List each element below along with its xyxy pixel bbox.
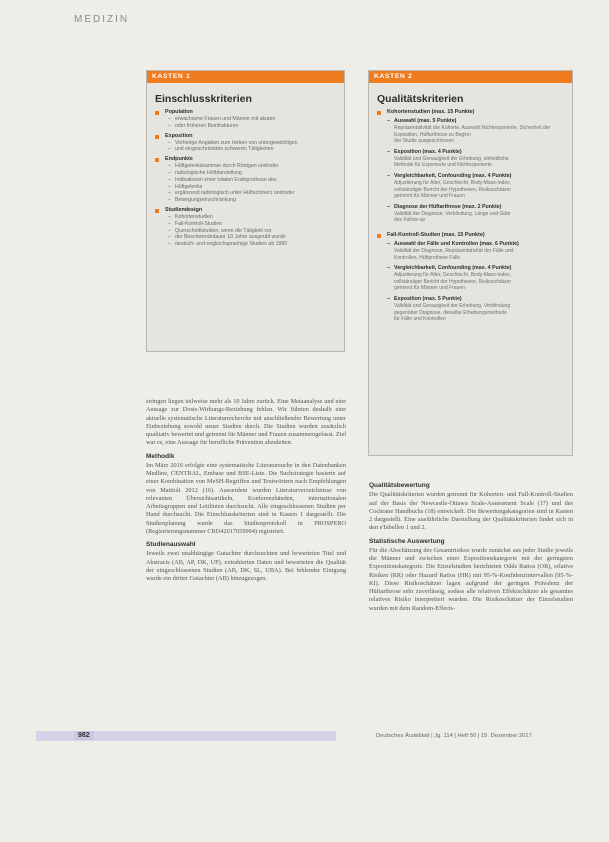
inclusion-item-heading: Endpunkte [165, 156, 193, 163]
box-label: KASTEN 2 [369, 71, 572, 83]
section-heading: Studienauswahl [146, 541, 196, 548]
quality-list [369, 109, 572, 323]
section-text: Im März 2016 erfolgte eine systematische Literatursuche in den Datenbanken Medline, CENTRAL, Embase und BSE-Liste. Die Suchstrategie basierte auf einer Kombination von MeSH-Begriffen und Textwörtern nach Empfehlungen von Mattioli 2012 (16). Ausserdem wurden Literaturverzeichnisse von relevanten Übersichtsartikeln, Konferenzbänden, internationalen Arbeitsgruppen und Leitlinien durchsucht. Alle eingeschlossenen Studien per Hand durchsucht. Die Einschlusskriterien sind in Kasten 1 dargestellt. Die Studienplanung wurde das Studienprotokoll in PROSPERO (Registrierungsnummer CRD42017059994) registriert. [146, 461, 346, 535]
section-text: Jeweils zwei unabhängige Gutachter durchsuchten und bewerteten Titel und Abstracts (AB, AP, DK, UP), extrahierten Daten und bewerteten die Qualität der eingeschlossenen Studien (AB, DK, SL, UBA). Bei fehlender Einigung wurde ein dritter Gutachter (AB) hinzugezogen. [146, 550, 346, 582]
quality-criterion [387, 241, 566, 261]
quality-criterion [387, 149, 566, 169]
quality-criteria [387, 241, 566, 323]
inclusion-subitem: – der Beschwerdedauer 10 Jahre ausgeübt wurde [168, 234, 338, 241]
criterion-text: Validität der Diagnose, Verblindung, Länge und Güte [394, 210, 511, 217]
section-text: Für die Abschätzung des Gesamtrisikos wurde zunächst aus jeder Studie jeweils die Männer und zwischen einer Expositionskategorie mit der geringsten Expositionskategorie. Die Einzelstudien berichteten Odds Ratios (OR), relative Risiken (RR) oder Hazard Ratios (HR) mit 95-%-Konfidenzintervallen (95-%-KI). Diese Risikoschätzer lagen aufgrund der geringen Prävalenz der Hüftarthrose sehr zuverlässig, sodass alle relativen Effektschätzer als gesamtes relatives Risiko interpretiert wurden. Die Risikoschätzer der Einzelstudien wurden mit dem Random-Effects- [369, 546, 573, 612]
quality-criterion [387, 118, 566, 145]
quality-criteria [387, 118, 566, 224]
inclusion-item [155, 207, 338, 248]
criterion-heading: – Auswahl der Fälle und Kontrollen (max. 6 Punkte) [387, 241, 566, 248]
criterion-text: getrennt für Männer und Frauen [394, 285, 465, 292]
inclusion-sublist [165, 116, 338, 130]
inclusion-subitem: – radiologische Hüftdarstellung [168, 170, 338, 177]
quality-group [377, 232, 566, 323]
quality-criterion [387, 296, 566, 323]
criterion-text: des Follow-up [394, 217, 426, 224]
criterion-text: Validität der Diagnose, Repräsentativität der Fälle und [394, 247, 514, 254]
inclusion-subitem: – Hüftgelenkskammer durch Röntgen und/oder [168, 163, 338, 170]
inclusion-subitem: – oder früheren Beinfrakturen [168, 123, 338, 130]
criterion-text: Validität und Genauigkeit der Erhebung, einheitliche [394, 155, 509, 162]
inclusion-list [147, 109, 344, 248]
inclusion-item-heading: Studiendesign [165, 206, 203, 213]
inclusion-subitem: – Querschnittstudien, wenn die Tätigkeit vor [168, 228, 338, 235]
section-text: Die Qualitätskriterien wurden getrennt für Kohorten- und Fall-Kontroll-Studien auf der Basis der Newcastle-Ottawa Scale-Assessment Scale (17) und des Cochrane Handbuchs (18) entwickelt. Die Bewertungskategorien sind in Kasten 2 dargestellt. Eine ausführliche Darstellung der Qualitätskriterien findet sich in den eTabellen 1 und 2. [369, 491, 573, 532]
quality-group-heading: Kohortenstudien (max. 15 Punkte) [387, 109, 475, 115]
criterion-text: Methode für Exponierte und Nichtexponierte [394, 162, 492, 169]
left-column [146, 398, 346, 588]
inclusion-subitem: – Vorherige Angaben zum Heben von untergewichtigen [168, 140, 338, 147]
criterion-heading: – Vergleichbarkeit, Confounding (max. 4 Punkte) [387, 265, 566, 272]
box-title: Einschlusskriterien [155, 93, 252, 105]
criterion-text: für Fälle und Kontrollen [394, 316, 446, 323]
inclusion-subitem: – Indikationen einer totalen Endoprothese des [168, 177, 338, 184]
inclusion-subitem: – deutsch- und englischsprachige Studien ab 1990 [168, 241, 338, 248]
criterion-text: vollständiger Bericht der Hypothesen, Risikoschätzer [394, 278, 511, 285]
inclusion-sublist [165, 163, 338, 204]
inclusion-item [155, 156, 338, 204]
criterion-heading: – Auswahl (max. 5 Punkte) [387, 118, 566, 125]
criterion-text: gegenüber Diagnose, dieselbe Erhebungsmethode [394, 309, 507, 316]
inclusion-sublist [165, 214, 338, 248]
inclusion-sublist [165, 140, 338, 154]
page-number: 982 [74, 731, 94, 740]
inclusion-item-heading: Population [165, 109, 193, 115]
inclusion-item-heading: Exposition [165, 132, 193, 139]
criterion-heading: – Diagnose der Hüftarthrose (max. 2 Punkte) [387, 204, 566, 211]
criterion-text: Adjustierung für Alter, Geschlecht, Body-Mass-Index, [394, 179, 511, 186]
inclusion-subitem: – Hüftgelenks [168, 184, 338, 191]
criterion-text: getrennt für Männer und Frauen [394, 193, 465, 200]
criterion-text: vollständiger Bericht der Hypothesen, Risikoschätzer [394, 186, 511, 193]
quality-criterion [387, 173, 566, 200]
criterion-heading: – Vergleichbarkeit, Confounding (max. 4 Punkte) [387, 173, 566, 180]
box-title: Qualitätskriterien [377, 93, 464, 105]
right-column [369, 482, 573, 618]
criterion-text: der Studie ausgeschlossen [394, 138, 455, 145]
criterion-text: Repräsentativität der Kohorte, Auswahl Nichtexponierte, Sicherheit der Exposition, Hüftarthrose zu Beginn [394, 125, 551, 138]
inclusion-subitem: – erwachsene Frauen und Männer mit akuten [168, 116, 338, 123]
section-label: MEDIZIN [74, 14, 130, 25]
criterion-heading: – Exposition (max. 5 Punkte) [387, 296, 566, 303]
section-heading: Qualitätsbewertung [369, 482, 430, 489]
inclusion-item [155, 133, 338, 154]
criterion-heading: – Exposition (max. 4 Punkte) [387, 149, 566, 156]
quality-criterion [387, 204, 566, 224]
inclusion-subitem: – Kohortenstudien [168, 214, 338, 221]
quality-group [377, 109, 566, 224]
quality-criterion [387, 265, 566, 292]
section-heading: Methodik [146, 452, 175, 460]
box-inclusion-criteria [146, 70, 345, 352]
inclusion-subitem: – Bewegungseinschränkung [168, 197, 338, 204]
criterion-text: Validität und Genauigkeit der Erhebung, Verblindung [394, 302, 511, 309]
criterion-text: Adjustierung für Alter, Geschlecht, Body-Mass-Index, [394, 272, 511, 279]
inclusion-subitem: – Fall-Kontroll-Studien [168, 221, 338, 228]
quality-group-heading: Fall-Kontroll-Studien (max. 15 Punkte) [387, 231, 485, 238]
box-quality-criteria [368, 70, 573, 456]
criterion-text: Kontrollen, Hüftprothese Fälle [394, 254, 461, 261]
inclusion-subitem: – und eingeschränkten schweren Tätigkeiten [168, 146, 338, 153]
footer-citation: Deutsches Ärzteblatt | Jg. 114 | Heft 50 | 15. Dezember 2017 [376, 733, 532, 739]
inclusion-item [155, 109, 338, 130]
intro-paragraph: stringen liegen teilweise mehr als 10 Jahre zurück. Eine Metaanalyse und eine Aussage zur Dosis-Wirkungs-Beziehung fehlen. Wir führten deshalb eine aktuelle systematische Literaturrecherche mit anschließender Bewertung unter Einbeziehung sowohl neuer Studien durch. Die Studien wurden zusätzlich qualitativ bewertet und getrennt für Männer und Frauen zusammengefasst. Ziel war es, eine Aussage für berufliche Prävention abzuleiten. [146, 398, 346, 447]
inclusion-subitem: – ergänzend radiologisch unter Hüftschmerz und/oder [168, 190, 338, 197]
box-label: KASTEN 1 [147, 71, 344, 83]
section-heading: Statistische Auswertung [369, 537, 445, 545]
